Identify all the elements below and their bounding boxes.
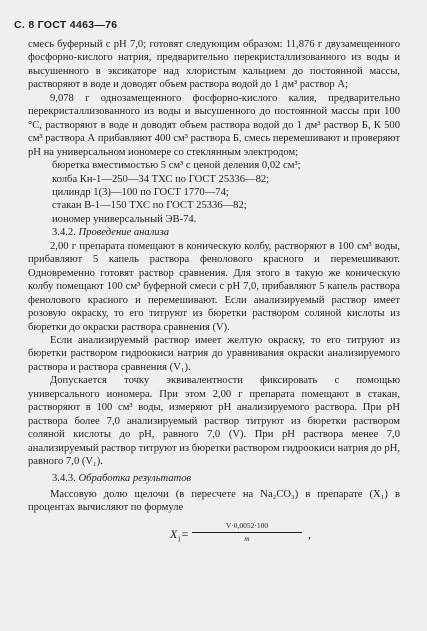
paragraph-formula-intro: Массовую долю щелочи (в пересчете на Na₂CO₃) в препарате (X₁) в процентах вычисляют по формуле	[28, 488, 400, 514]
equipment-item: иономер универсальный ЭВ-74.	[52, 213, 197, 225]
formula	[28, 519, 400, 555]
section-heading-results	[28, 472, 400, 485]
equipment-list	[28, 159, 400, 226]
equipment-item: цилиндр 1(3)—100 по ГОСТ 1770—74;	[52, 186, 229, 198]
document-body	[28, 38, 400, 555]
section-number: 3.4.2.	[52, 227, 76, 239]
paragraph-yellow: Если анализируемый раствор имеет желтую окраску, то его титруют из бюретки раствором гидроокиси натрия до уравнивания окраски анализируемого раствора и раствора сравнения (V₁).	[28, 334, 400, 373]
formula-numerator: V·0,0052·100	[192, 520, 302, 533]
page-header: С. 8 ГОСТ 4463—76	[14, 19, 118, 31]
equipment-item: колба Кн-1—250—34 ТХС по ГОСТ 25336—82;	[52, 173, 270, 185]
paragraph-ionomer: Допускается точку эквивалентности фиксировать с помощью универсального иономера. При этом 2,00 г препарата помещают в стакан, растворяют в 100 см³ воды, измеряют рН анализируемого раствора. При рН раствора более 7,0 анализируемый раствор титруют из бюретки раствором соляной кислоты до рН, равного 7,0 (V). При рН раствора менее 7,0 анализируемый раствор титруют из бюретки раствором гидроокиси натрия до рН, равного 7,0 (V₁).	[28, 375, 400, 468]
section-heading-analysis	[28, 226, 400, 239]
formula-lhs: $X_1=$	[170, 526, 189, 544]
paragraph-titration: 2,00 г препарата помещают в коническую колбу, растворяют в 100 см³ воды, прибавляют 5 капель раствора фенолового красного и перемешивают. Одновременно готовят раствор сравнения. Для этого в такую же коническую колбу помещают 100 см³ буферной смеси с рН 7,0, прибавляют 5 капель раствора фенолового красного и перемешивают. Если анализируемый раствор имеет розовую окраску, то его титруют из бюретки раствором соляной кислоты из бюретки до окраски раствора сравнения (V).	[28, 240, 400, 333]
formula-end: ,	[308, 526, 311, 541]
paragraph-buffer-b: 9,078 г однозамещенного фосфорно-кислого калия, предварительно перекристаллизованного из воды и высушенного до постоянной массы при 100 °С, растворяют в воде и доводят объем раствора водой до 1 дм³ раствор Б, К 500 см³ раствора А прибавляют 400 см³ раствора Б, смесь перемешивают и проверяют рН на универсальном иономере со стеклянным электродом;	[28, 92, 400, 158]
section-title: Проведение анализа	[78, 227, 170, 239]
formula-denominator: m	[244, 533, 250, 543]
equipment-item: стакан В-1—150 ТХС по ГОСТ 25336—82;	[52, 200, 247, 212]
section-title: Обработка результатов	[78, 472, 192, 484]
paragraph-buffer-a: смесь буферный с рН 7,0; готовят следующим образом: 11,876 г двузамещенного фосфорно-кислого натрия, предварительно перекристаллизованного из воды и высушенного в эксикаторе над хлористым кальцием до постоянной массы, растворяют в воде и доводят объем раствора водой до 1 дм³ раствор А;	[28, 39, 400, 91]
equipment-item: бюретка вместимостью 5 см³ с ценой деления 0,02 см³;	[52, 160, 301, 172]
formula-fraction	[192, 520, 302, 544]
section-number: 3.4.3.	[52, 472, 76, 484]
